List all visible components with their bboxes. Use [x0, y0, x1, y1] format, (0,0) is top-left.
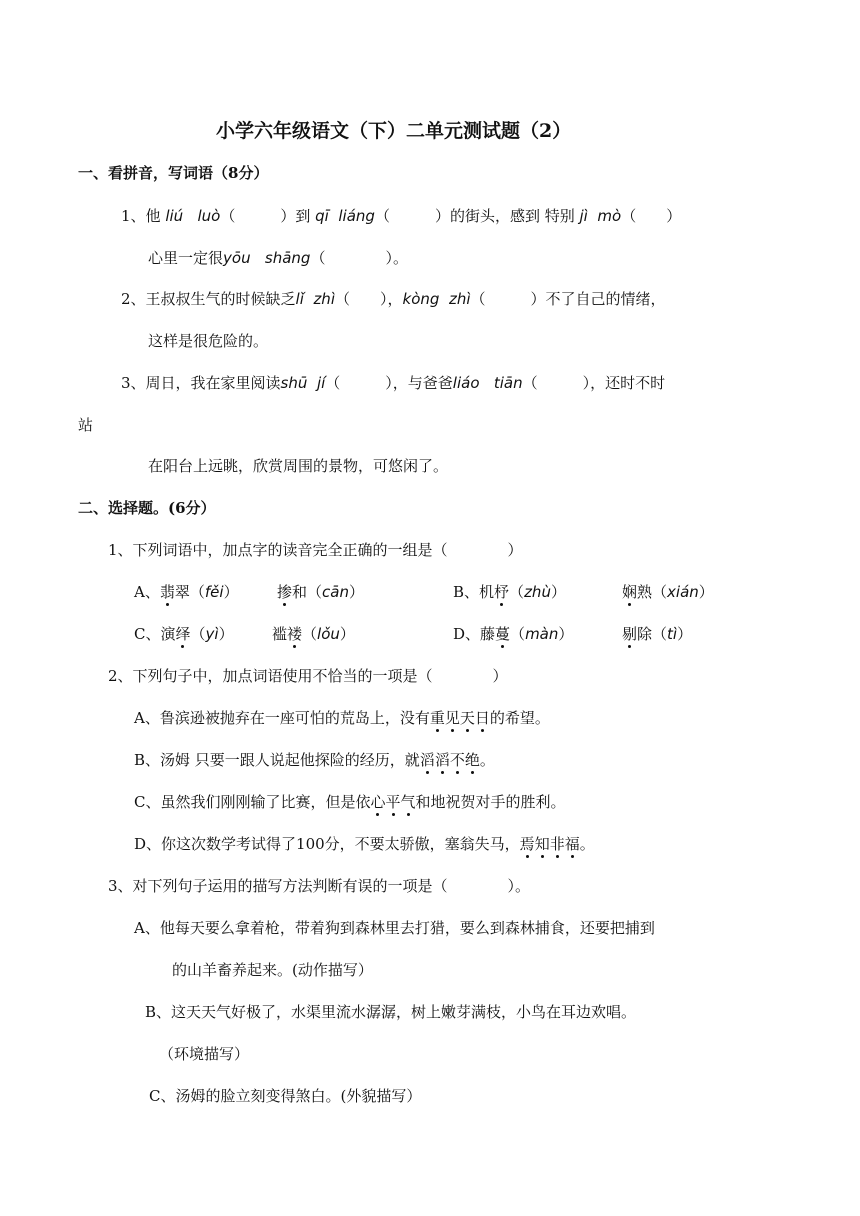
s2-q3-option-a-line1: A、他每天要么拿着枪，带着狗到森林里去打猎，要么到森林捕食，还要把捕到	[134, 919, 655, 937]
s2-q1-option-a2: 掺和（cān）	[277, 583, 364, 601]
s2-q1-option-b: B、机杼（zhù）	[453, 583, 566, 601]
s1-q3-wrap: 站	[78, 416, 94, 434]
s1-q3-line3: 在阳台上远眺，欣赏周围的景物，可悠闲了。	[148, 457, 449, 475]
s2-q3-option-b-line1: B、这天天气好极了，水渠里流水潺潺，树上嫩芽满枝，小鸟在耳边欢唱。	[145, 1003, 637, 1021]
s1-q3-line1: 3、周日，我在家里阅读shū jí（ ），与爸爸liáo tiān（ ），还时不时	[121, 374, 666, 392]
section2-heading: 二、选择题。(6分）	[78, 499, 216, 517]
s2-q2-stem: 2、下列句子中，加点词语使用不恰当的一项是（ ）	[108, 667, 508, 685]
s1-q2-line1: 2、王叔叔生气的时候缺乏lǐ zhì（ ），kòng zhì（ ）不了自己的情绪，	[121, 290, 666, 308]
s2-q1-option-a: A、翡翠（fěi）	[134, 583, 239, 601]
s2-q3-option-a-line2: 的山羊畜养起来。(动作描写）	[172, 961, 373, 979]
s2-q2-option-a: A、鲁滨逊被抛弃在一座可怕的荒岛上，没有重见天日的希望。	[134, 709, 550, 727]
s2-q3-option-b-line2: （环境描写）	[159, 1045, 250, 1063]
s1-q1-line1: 1、他 liú luò（ ）到 qī liáng（ ）的街头，感到 特别 jì mò（ ）	[121, 207, 682, 225]
s2-q2-option-b: B、汤姆 只要一跟人说起他探险的经历，就滔滔不绝。	[134, 751, 495, 769]
page-title: 小学六年级语文（下）二单元测试题（2）	[216, 120, 572, 142]
s1-q1-line2: 心里一定很yōu shāng（ ）。	[148, 249, 408, 267]
s2-q1-option-c: C、演绎（yì）	[134, 625, 234, 643]
s2-q2-option-d: D、你这次数学考试得了100分，不要太骄傲，塞翁失马，焉知非福。	[134, 835, 595, 853]
s2-q3-option-c-line1: C、汤姆的脸立刻变得煞白。(外貌描写）	[149, 1087, 422, 1105]
s2-q3-stem: 3、对下列句子运用的描写方法判断有误的一项是（ ）。	[108, 877, 531, 895]
s2-q1-option-b2: 娴熟（xián）	[622, 583, 714, 601]
s2-q1-option-d2: 剔除（tì）	[622, 625, 693, 643]
section1-heading: 一、看拼音，写词语（8分）	[78, 164, 269, 182]
s2-q1-stem: 1、下列词语中，加点字的读音完全正确的一组是（ ）	[108, 541, 523, 559]
s2-q2-option-c: C、虽然我们刚刚输了比赛，但是依心平气和地祝贺对手的胜利。	[134, 793, 566, 811]
s2-q1-option-c2: 褴褛（lǒu）	[272, 625, 355, 643]
s2-q1-option-d: D、藤蔓（màn）	[453, 625, 574, 643]
s1-q2-line2: 这样是很危险的。	[148, 332, 269, 350]
